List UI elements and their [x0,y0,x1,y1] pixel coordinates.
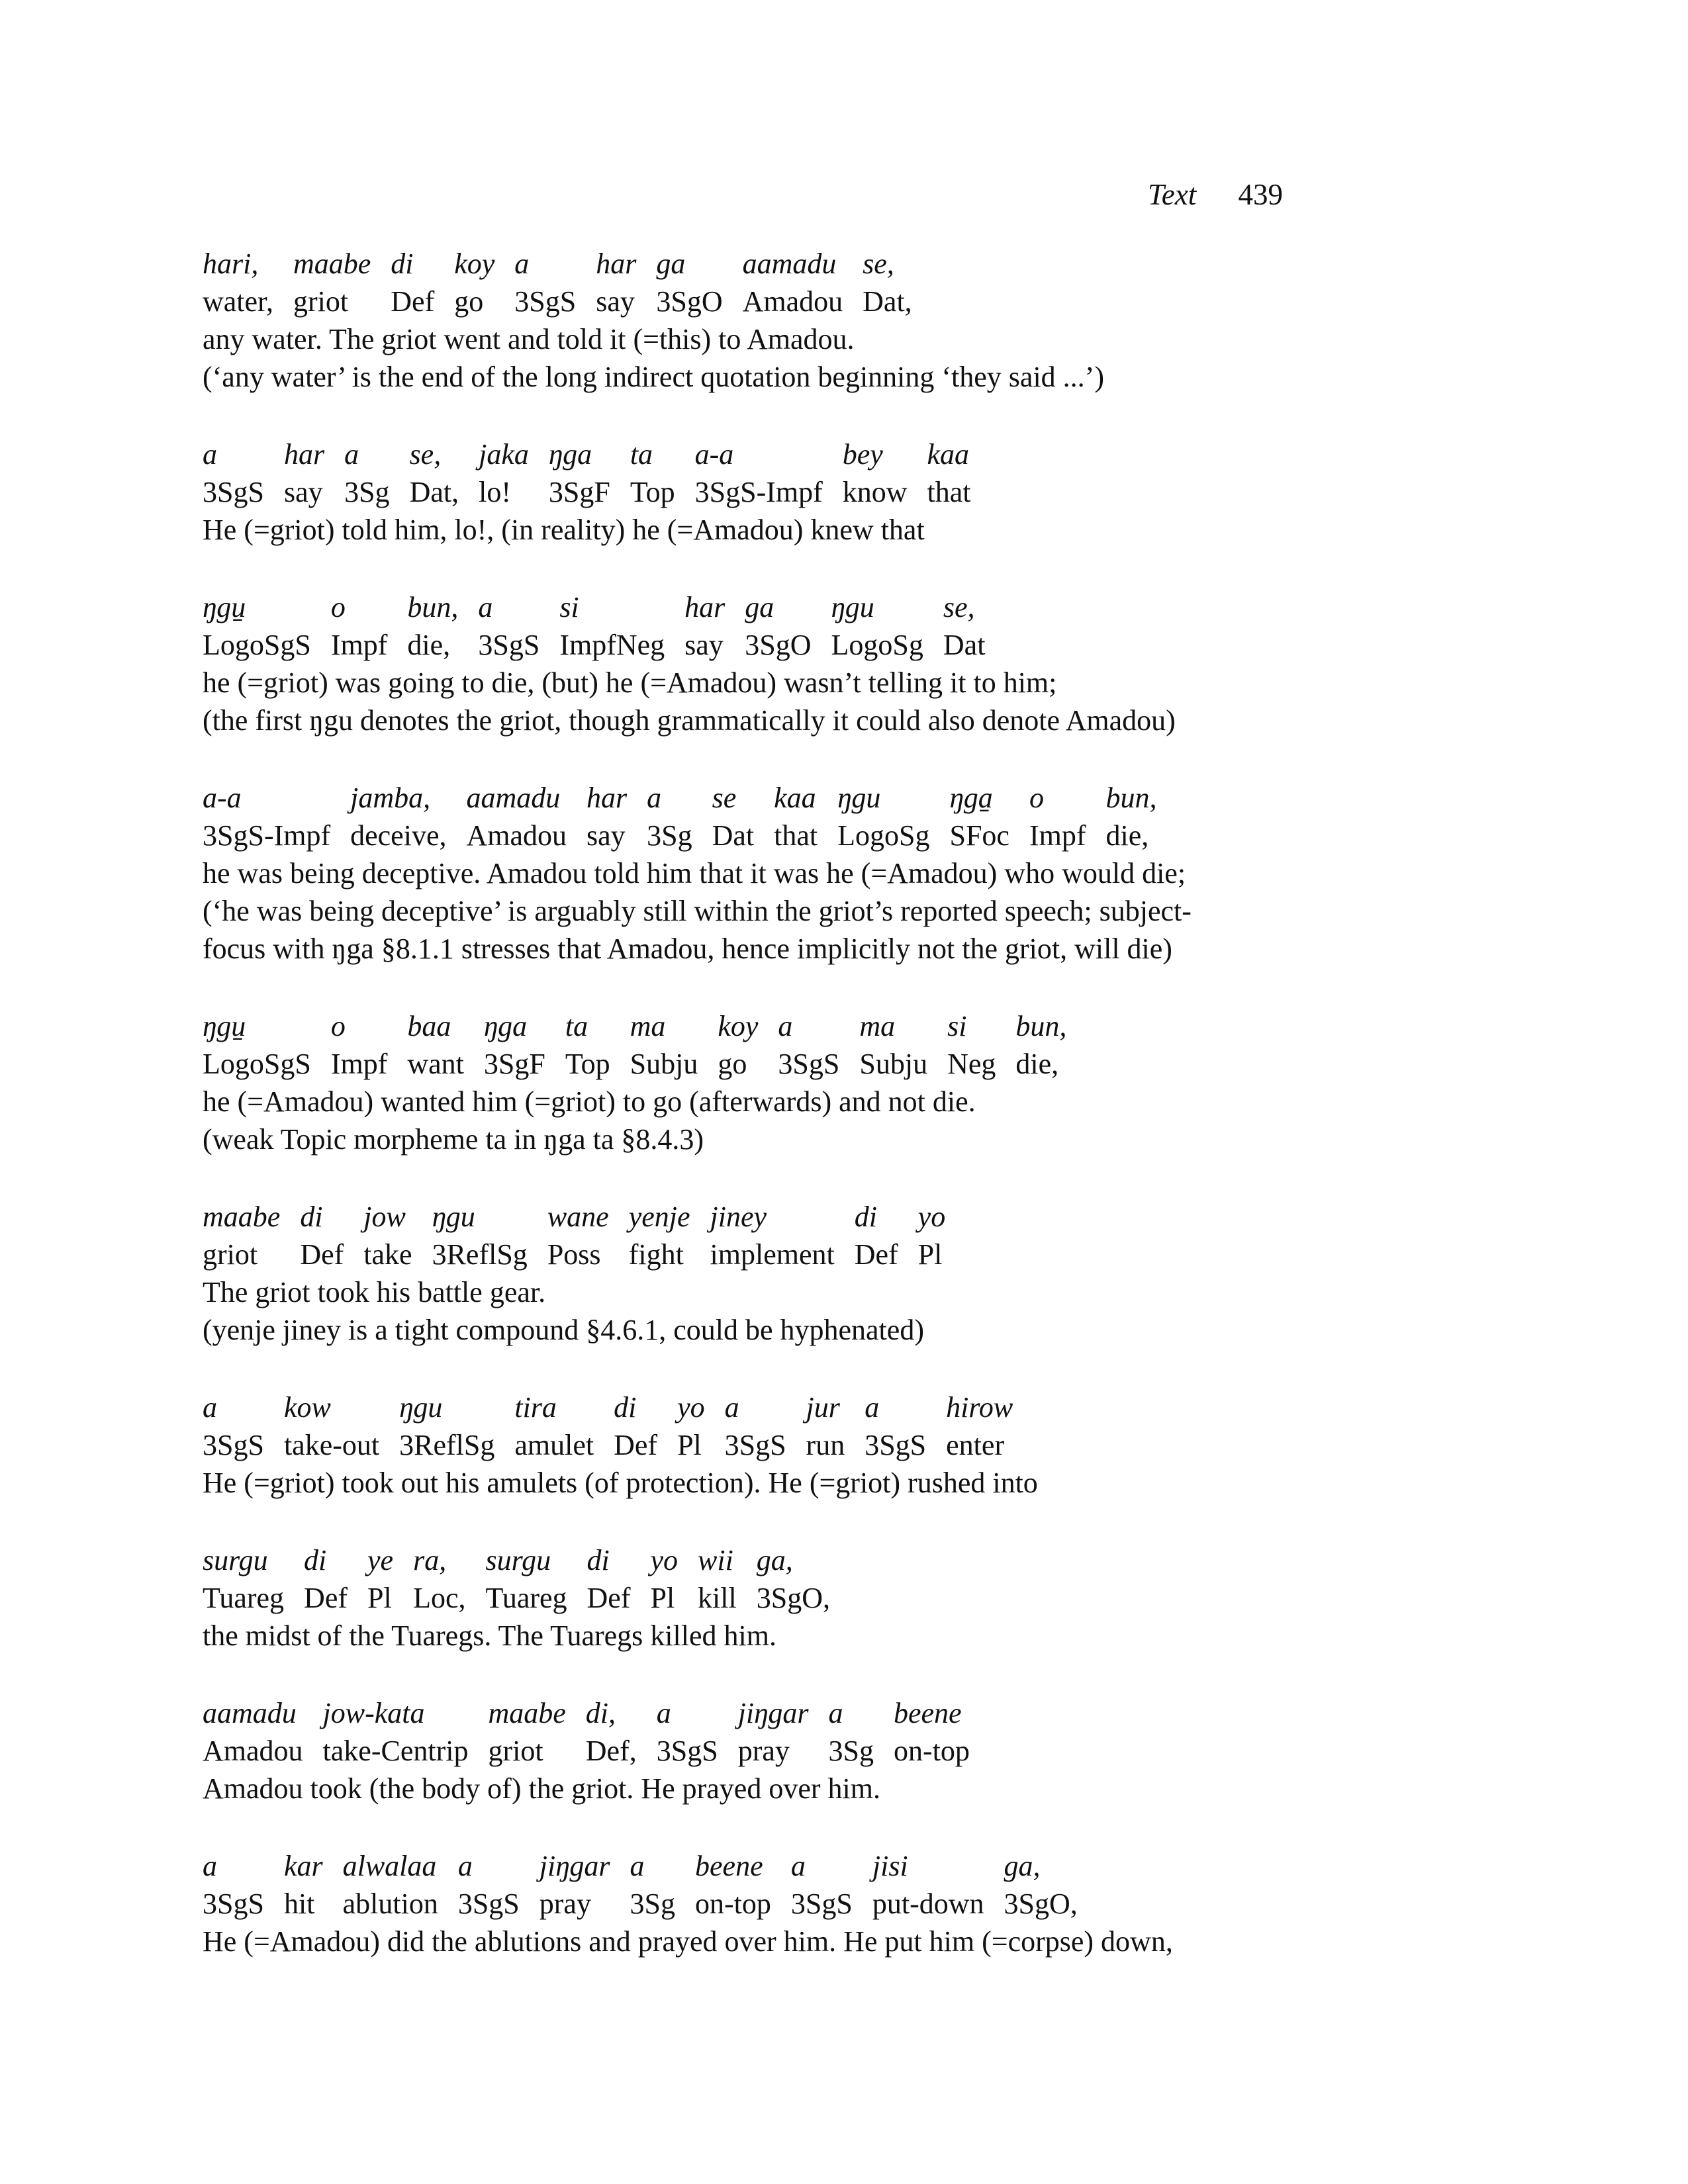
source-word: ga, [756,1544,793,1576]
source-word: baa [407,1010,451,1042]
gloss-word: 3SgS [478,629,540,661]
gloss-word: 3SgS-Impf [694,476,823,508]
source-word: ma [630,1010,666,1042]
source-word: a [203,438,217,471]
source-word: ŋgu [432,1201,475,1233]
gloss-word: Def [854,1238,898,1271]
gloss-word: 3SgS [790,1888,853,1920]
gloss-word: Def [586,1582,631,1614]
source-word: maabe [203,1201,281,1233]
gloss-line [203,817,1177,854]
page-number: 439 [1238,178,1283,211]
gloss-word: on-top [695,1888,771,1920]
gloss-word: 3SgS [865,1429,927,1461]
gloss-block [203,1007,1315,1158]
gloss-word: Dat [712,819,755,852]
source-word: ŋga [483,1010,528,1042]
gloss-word: take-out [283,1429,380,1461]
gloss-word: griot [488,1735,543,1767]
gloss-word: griot [293,285,349,318]
gloss-word: go [454,285,484,318]
gloss-word: SFoc [949,819,1009,852]
gloss-block [203,1388,1315,1502]
source-word: koy [718,1010,759,1042]
gloss-block [203,1694,1315,1807]
gloss-word: Top [630,476,675,508]
source-word: a [790,1850,806,1882]
gloss-word: take [363,1238,412,1271]
source-word: jiŋgar [737,1697,809,1729]
gloss-word: 3SgO [745,629,812,661]
gloss-line [203,1236,965,1273]
gloss-line [203,1885,1098,1923]
gloss-word: Impf [1029,819,1086,852]
gloss-word: Def [614,1429,658,1461]
gloss-word: that [774,819,818,852]
source-word: a-a [203,782,242,814]
commentary-note: (the first ŋgu denotes the griot, though grammatically it could also denote Amadou) [203,704,1176,737]
gloss-word: LogoSg [837,819,930,852]
source-word: a [724,1391,739,1424]
gloss-word: die, [1105,819,1149,852]
source-word: yo [650,1544,679,1576]
source-word: kar [283,1850,323,1882]
gloss-word: Dat, [409,476,459,508]
commentary-note: (‘any water’ is the end of the long indirect quotation beginning ‘they said ...’) [203,361,1104,393]
gloss-word: Amadou [466,819,567,852]
free-translation: The griot took his battle gear. [203,1276,546,1308]
free-translation: any water. The griot went and told it (=this) to Amadou. [203,323,855,355]
free-translation: he was being deceptive. Amadou told him that it was he (=Amadou) who would die; [203,857,1186,889]
free-translation: He (=Amadou) did the ablutions and prayed over him. He put him (=corpse) down, [203,1925,1173,1958]
source-word: di [854,1201,877,1233]
gloss-word: Pl [677,1429,702,1461]
gloss-word: implement [710,1238,835,1271]
source-word: a [203,1391,217,1424]
source-word: jaka [479,438,529,471]
commentary-note: (‘he was being deceptive’ is arguably still within the griot’s reported speech; subject- [203,895,1192,927]
gloss-block [203,1847,1315,1960]
gloss-word: water, [203,285,273,318]
source-word: jur [806,1391,840,1424]
source-word: o [1029,782,1044,814]
source-word: tira [514,1391,557,1424]
commentary-note: focus with ŋga §8.1.1 stresses that Amadou, hence implicitly not the griot, will die) [203,933,1172,965]
gloss-word: Loc, [413,1582,466,1614]
free-translation: Amadou took (the body of) the griot. He prayed over him. [203,1772,880,1805]
source-word: koy [454,248,495,280]
gloss-word: LogoSg [831,629,923,661]
free-translation: the midst of the Tuaregs. The Tuaregs killed him. [203,1619,776,1652]
source-word: wii [698,1544,733,1576]
source-word: a [778,1010,793,1042]
gloss-word: Neg [947,1048,996,1080]
source-word: kow [283,1391,331,1424]
gloss-word: 3SgS [724,1429,786,1461]
source-word: di, [585,1697,616,1729]
gloss-word: 3SgS [203,1888,264,1920]
gloss-word: 3ReflSg [399,1429,495,1461]
gloss-word: Def, [585,1735,637,1767]
gloss-word: Tuareg [485,1582,567,1614]
gloss-word: Dat, [863,285,912,318]
source-word: jamba, [350,782,431,814]
gloss-word: Def [304,1582,348,1614]
source-line [203,588,1005,626]
gloss-word: 3Sg [630,1888,676,1920]
commentary-note: (weak Topic morpheme ta in ŋga ta §8.4.3) [203,1123,704,1156]
source-word: se [712,782,737,814]
source-word: beene [695,1850,763,1882]
source-word: har [586,782,628,814]
gloss-word: put-down [872,1888,984,1920]
source-word: di [391,248,414,280]
source-word: alwalaa [342,1850,437,1882]
gloss-word: 3Sg [344,476,390,508]
source-word: jisi [872,1850,908,1882]
gloss-table [203,1541,850,1617]
gloss-word: die, [1015,1048,1059,1080]
source-word: aamadu [742,248,837,280]
source-word: aamadu [203,1697,297,1729]
source-word: se, [943,591,975,623]
source-word: ga, [1004,1850,1041,1882]
gloss-word: LogoSgS [203,1048,311,1080]
gloss-word: say [283,476,323,508]
gloss-word: on-top [893,1735,970,1767]
source-word: di [614,1391,637,1424]
gloss-word: 3SgS [656,1735,718,1767]
gloss-word: amulet [514,1429,594,1461]
gloss-word: 3Sg [828,1735,874,1767]
gloss-word: ablution [342,1888,438,1920]
running-header [1148,177,1283,212]
gloss-word: fight [628,1238,684,1271]
gloss-table [203,588,1005,664]
gloss-table [203,1694,990,1770]
source-word: beene [893,1697,962,1729]
source-word: se, [409,438,442,471]
gloss-word: 3SgS [203,476,264,508]
source-word: wane [547,1201,609,1233]
gloss-word: Top [565,1048,610,1080]
gloss-line [203,283,932,320]
source-word: aamadu [466,782,561,814]
source-word: har [283,438,325,471]
source-word: a [457,1850,473,1882]
gloss-word: know [842,476,908,508]
gloss-line [203,1426,1033,1464]
gloss-word: Impf [330,629,388,661]
source-word: bun, [1105,782,1157,814]
source-word: jow-kata [322,1697,425,1729]
source-word: di [300,1201,323,1233]
source-word: ga [745,591,774,623]
gloss-word: hit [283,1888,315,1920]
gloss-word: Pl [367,1582,392,1614]
gloss-word: 3SgS [457,1888,520,1920]
gloss-table [203,245,932,320]
gloss-block [203,435,1315,549]
source-word: maabe [488,1697,566,1729]
gloss-word: lo! [479,476,511,508]
gloss-table [203,1847,1098,1923]
source-word: a [865,1391,880,1424]
source-word: maabe [293,248,371,280]
source-word: ŋga̠ [949,782,993,814]
gloss-word: kill [698,1582,737,1614]
source-line [203,1388,1033,1426]
source-word: kaa [927,438,970,471]
gloss-word: Amadou [203,1735,303,1767]
gloss-word: Pl [650,1582,675,1614]
source-word: a [514,248,530,280]
gloss-word: say [684,629,724,661]
gloss-word: 3SgS [203,1429,264,1461]
source-line [203,1694,990,1732]
gloss-word: Def [300,1238,344,1271]
source-word: o [330,591,346,623]
gloss-word: 3SgO [656,285,723,318]
source-word: jiŋgar [539,1850,610,1882]
gloss-word: Subju [859,1048,928,1080]
gloss-word: ImpfNeg [559,629,665,661]
source-word: har [684,591,726,623]
source-word: ga [656,248,686,280]
gloss-block [203,588,1315,739]
gloss-line [203,626,1005,664]
source-word: yo [677,1391,705,1424]
source-word: surgu [485,1544,551,1576]
source-word: ra, [413,1544,447,1576]
gloss-block [203,779,1315,968]
gloss-word: take-Centrip [322,1735,469,1767]
gloss-word: run [806,1429,845,1461]
source-word: hari, [203,248,259,280]
free-translation: he (=Amadou) wanted him (=griot) to go (afterwards) and not die. [203,1085,976,1118]
gloss-block [203,1541,1315,1655]
commentary-note: (yenje jiney is a tight compound §4.6.1, could be hyphenated) [203,1314,924,1346]
gloss-line [203,473,991,511]
source-word: a-a [694,438,734,471]
source-word: jiney [710,1201,767,1233]
source-word: a [630,1850,645,1882]
source-line [203,1007,1086,1045]
gloss-word: 3SgF [548,476,610,508]
source-word: a [647,782,662,814]
gloss-word: say [596,285,635,318]
gloss-word: enter [946,1429,1005,1461]
source-word: ma [859,1010,896,1042]
source-word: surgu [203,1544,268,1576]
gloss-word: die, [407,629,451,661]
gloss-word: Dat [943,629,986,661]
gloss-word: Subju [630,1048,698,1080]
gloss-word: go [718,1048,747,1080]
source-word: o [330,1010,346,1042]
gloss-word: 3SgS [778,1048,840,1080]
gloss-word: 3SgF [483,1048,545,1080]
source-word: kaa [774,782,816,814]
source-word: si [947,1010,967,1042]
source-word: har [596,248,637,280]
gloss-word: 3SgO, [756,1582,830,1614]
gloss-word: that [927,476,971,508]
gloss-word: 3Sg [647,819,692,852]
gloss-table [203,1198,965,1273]
gloss-line [203,1579,850,1617]
gloss-table [203,1388,1033,1464]
gloss-word: Pl [917,1238,943,1271]
free-translation: he (=griot) was going to die, (but) he (=Amadou) wasn’t telling it to him; [203,666,1057,699]
gloss-word: LogoSgS [203,629,311,661]
gloss-line [203,1732,990,1770]
gloss-block [203,245,1315,396]
source-word: ye [367,1544,394,1576]
source-word: a [478,591,493,623]
gloss-word: Def [391,285,435,318]
gloss-table [203,779,1177,854]
source-word: yo [917,1201,946,1233]
gloss-word: 3SgO, [1004,1888,1078,1920]
source-word: a [344,438,359,471]
gloss-line [203,1045,1086,1083]
source-word: ŋga [548,438,592,471]
source-word: ŋgu [837,782,881,814]
gloss-word: pray [737,1735,790,1767]
source-word: a [828,1697,843,1729]
source-line [203,435,991,473]
source-word: a [656,1697,671,1729]
gloss-word: deceive, [350,819,447,852]
source-word: bun, [407,591,459,623]
source-word: si [559,591,579,623]
gloss-word: 3ReflSg [432,1238,528,1271]
gloss-word: Amadou [742,285,843,318]
gloss-block [203,1198,1315,1349]
gloss-word: 3SgS-Impf [203,819,331,852]
gloss-word: pray [539,1888,591,1920]
source-word: ŋgu [831,591,874,623]
source-line [203,779,1177,817]
source-word: di [586,1544,610,1576]
source-word: a [203,1850,217,1882]
gloss-word: say [586,819,626,852]
gloss-word: 3SgS [514,285,577,318]
source-word: ta [565,1010,588,1042]
source-line [203,1198,965,1236]
source-word: bey [842,438,883,471]
source-word: hirow [946,1391,1013,1424]
source-word: yenje [628,1201,690,1233]
source-word: ŋgu̠ [203,591,246,623]
gloss-word: Poss [547,1238,601,1271]
source-line [203,245,932,283]
source-word: bun, [1015,1010,1067,1042]
source-word: ta [630,438,653,471]
gloss-word: want [407,1048,464,1080]
gloss-table [203,435,991,511]
free-translation: He (=griot) told him, lo!, (in reality) he (=Amadou) knew that [203,514,925,546]
source-line [203,1847,1098,1885]
gloss-word: Tuareg [203,1582,285,1614]
source-word: di [304,1544,327,1576]
source-line [203,1541,850,1579]
free-translation: He (=griot) took out his amulets (of protection). He (=griot) rushed into [203,1467,1038,1499]
gloss-word: griot [203,1238,258,1271]
source-word: ŋgu [399,1391,443,1424]
source-word: se, [863,248,894,280]
source-word: ŋgu̠ [203,1010,246,1042]
interlinear-text [203,245,1315,2000]
gloss-word: Impf [330,1048,388,1080]
running-header-title: Text [1147,178,1197,211]
gloss-table [203,1007,1086,1083]
source-word: jow [363,1201,406,1233]
